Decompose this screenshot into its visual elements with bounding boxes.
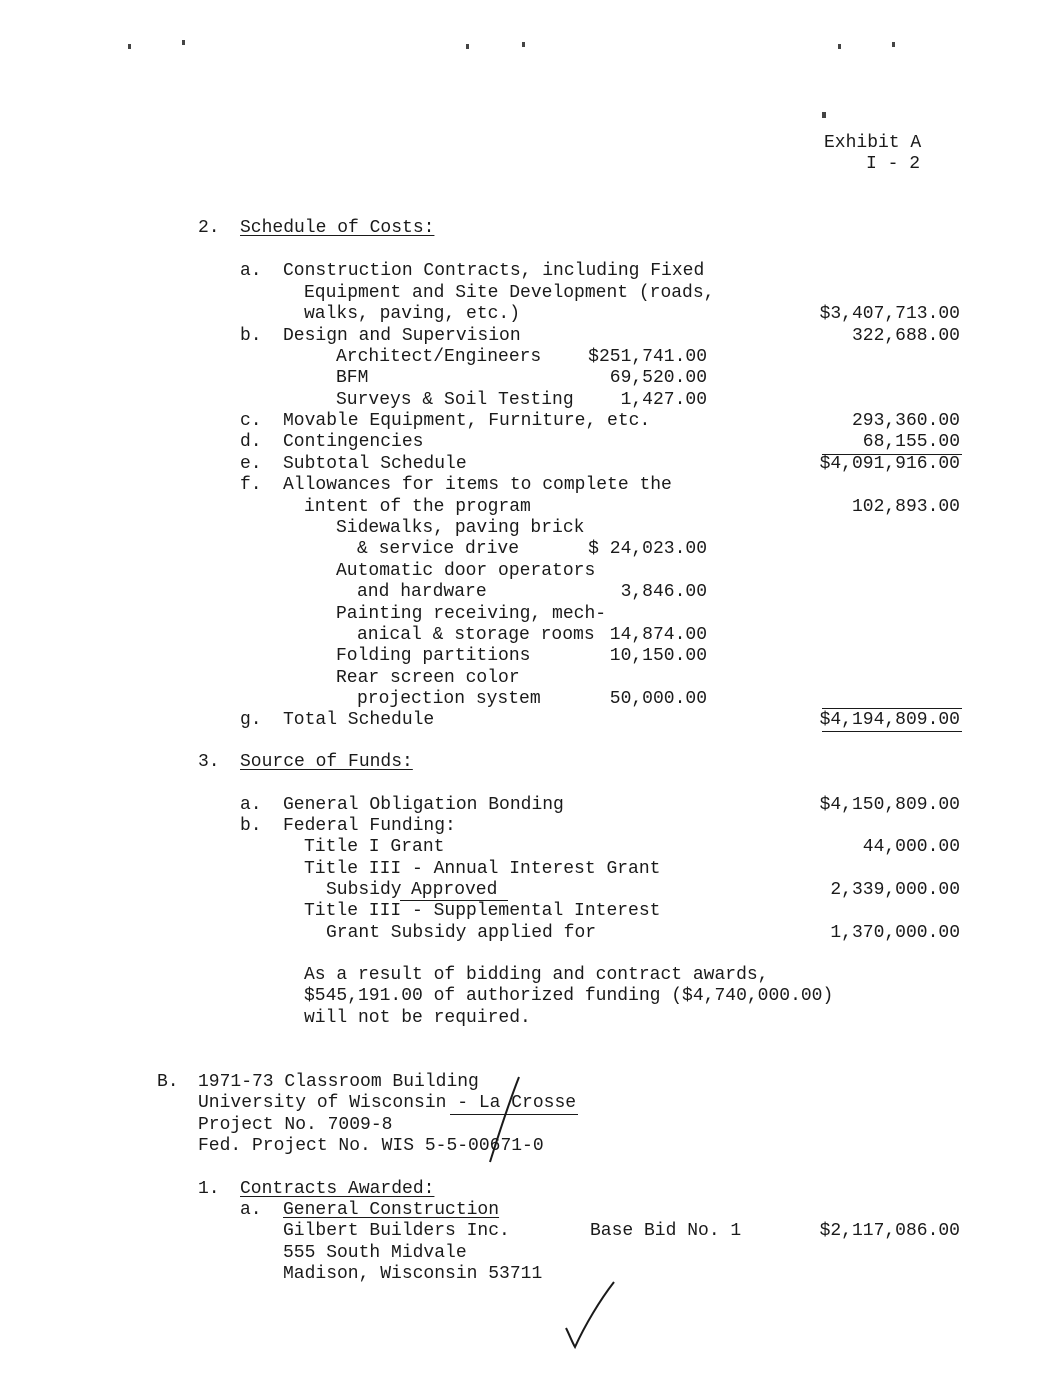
subitem-amount: $ 24,023.00	[588, 539, 707, 559]
item-letter: b.	[240, 326, 262, 346]
subitem-label: Architect/Engineers	[336, 347, 542, 367]
project-title: 1971-73 Classroom Building	[198, 1072, 479, 1092]
item-label: Movable Equipment, Furniture, etc.	[283, 411, 651, 431]
subitem-label: Sidewalks, paving brick	[336, 518, 585, 538]
subitem-label: Title III - Annual Interest Grant	[304, 859, 661, 879]
subitem-amount: 1,370,000.00	[830, 923, 960, 943]
section-number: 2.	[198, 218, 220, 238]
contractor-city: Madison, Wisconsin 53711	[283, 1264, 543, 1284]
item-letter: b.	[240, 816, 262, 836]
funding-note-line: will not be required.	[304, 1008, 531, 1028]
item-amount: $4,194,809.00	[819, 710, 960, 730]
bid-label: Base Bid No. 1	[590, 1221, 742, 1241]
item-label: Construction Contracts, including Fixed	[283, 261, 705, 281]
item-label: Allowances for items to complete the	[283, 475, 672, 495]
item-letter: g.	[240, 710, 262, 730]
item-letter: d.	[240, 432, 262, 452]
item-letter: f.	[240, 475, 262, 495]
item-amount: 293,360.00	[851, 411, 960, 431]
item-label: Contingencies	[283, 432, 424, 452]
subitem-label-cont: Grant Subsidy applied for	[326, 923, 597, 943]
subitem-amount: 1,427.00	[620, 390, 707, 410]
subitem-label-cont: projection system	[357, 689, 541, 709]
section-heading: Source of Funds:	[240, 752, 413, 772]
subitem-amount: 2,339,000.00	[830, 880, 960, 900]
item-label-cont: intent of the program	[304, 497, 531, 517]
subitem-label: Folding partitions	[336, 646, 531, 666]
subitem-label: Rear screen color	[336, 668, 520, 688]
exhibit-label: Exhibit A	[824, 133, 922, 153]
section-heading: Contracts Awarded:	[240, 1179, 435, 1199]
subitem-label: Title I Grant	[304, 837, 445, 857]
item-label: General Obligation Bonding	[283, 795, 564, 815]
subitem-amount: 3,846.00	[620, 582, 707, 602]
federal-project-number: Fed. Project No. WIS 5-5-00671-0	[198, 1136, 544, 1156]
project-letter: B.	[157, 1072, 179, 1092]
item-amount: 68,155.00	[862, 432, 960, 452]
subitem-amount: 10,150.00	[609, 646, 707, 666]
item-letter: a.	[240, 795, 262, 815]
project-university: University of Wisconsin - La Crosse	[198, 1093, 577, 1113]
contract-category: General Construction	[283, 1200, 500, 1220]
subitem-amount: 50,000.00	[609, 689, 707, 709]
funding-note-line: $545,191.00 of authorized funding ($4,740,000.00)	[304, 986, 834, 1006]
item-label: Federal Funding:	[283, 816, 456, 836]
subitem-label-cont: Subsidy	[326, 880, 402, 900]
page-number: I - 2	[866, 154, 921, 174]
subitem-label: BFM	[336, 368, 369, 388]
subitem-label-cont: anical & storage rooms	[357, 625, 595, 645]
subitem-label: Surveys & Soil Testing	[336, 390, 574, 410]
section-number: 1.	[198, 1179, 220, 1199]
subitem-label: Title III - Supplemental Interest	[304, 901, 661, 921]
item-amount: 322,688.00	[851, 326, 960, 346]
contractor-name: Gilbert Builders Inc.	[283, 1221, 510, 1241]
section-heading: Schedule of Costs:	[240, 218, 435, 238]
subitem-label-cont: & service drive	[357, 539, 520, 559]
funding-note-line: As a result of bidding and contract awards,	[304, 965, 769, 985]
item-letter: e.	[240, 454, 262, 474]
item-amount: 102,893.00	[851, 497, 960, 517]
subitem-label: Painting receiving, mech-	[336, 604, 607, 624]
subitem-amount: 69,520.00	[609, 368, 707, 388]
subitem-amount: 14,874.00	[609, 625, 707, 645]
approved-label: Approved	[411, 880, 498, 900]
contractor-address: 555 South Midvale	[283, 1243, 467, 1263]
subitem-label: Automatic door operators	[336, 561, 596, 581]
project-number: Project No. 7009-8	[198, 1115, 393, 1135]
subitem-amount: $251,741.00	[588, 347, 707, 367]
item-amount: $3,407,713.00	[819, 304, 960, 324]
subitem-label-cont: and hardware	[357, 582, 487, 602]
item-label: Design and Supervision	[283, 326, 521, 346]
handwritten-checkmark	[566, 1282, 614, 1347]
item-letter: a.	[240, 1200, 262, 1220]
handwritten-slash	[490, 1077, 519, 1162]
item-amount: $4,150,809.00	[819, 795, 960, 815]
section-number: 3.	[198, 752, 220, 772]
item-letter: a.	[240, 261, 262, 281]
item-label-cont: walks, paving, etc.)	[304, 304, 521, 324]
item-label-cont: Equipment and Site Development (roads,	[304, 283, 715, 303]
item-label: Subtotal Schedule	[283, 454, 467, 474]
subitem-amount: 44,000.00	[862, 837, 960, 857]
item-label: Total Schedule	[283, 710, 435, 730]
item-letter: c.	[240, 411, 262, 431]
item-amount: $4,091,916.00	[819, 454, 960, 474]
contract-amount: $2,117,086.00	[819, 1221, 960, 1241]
